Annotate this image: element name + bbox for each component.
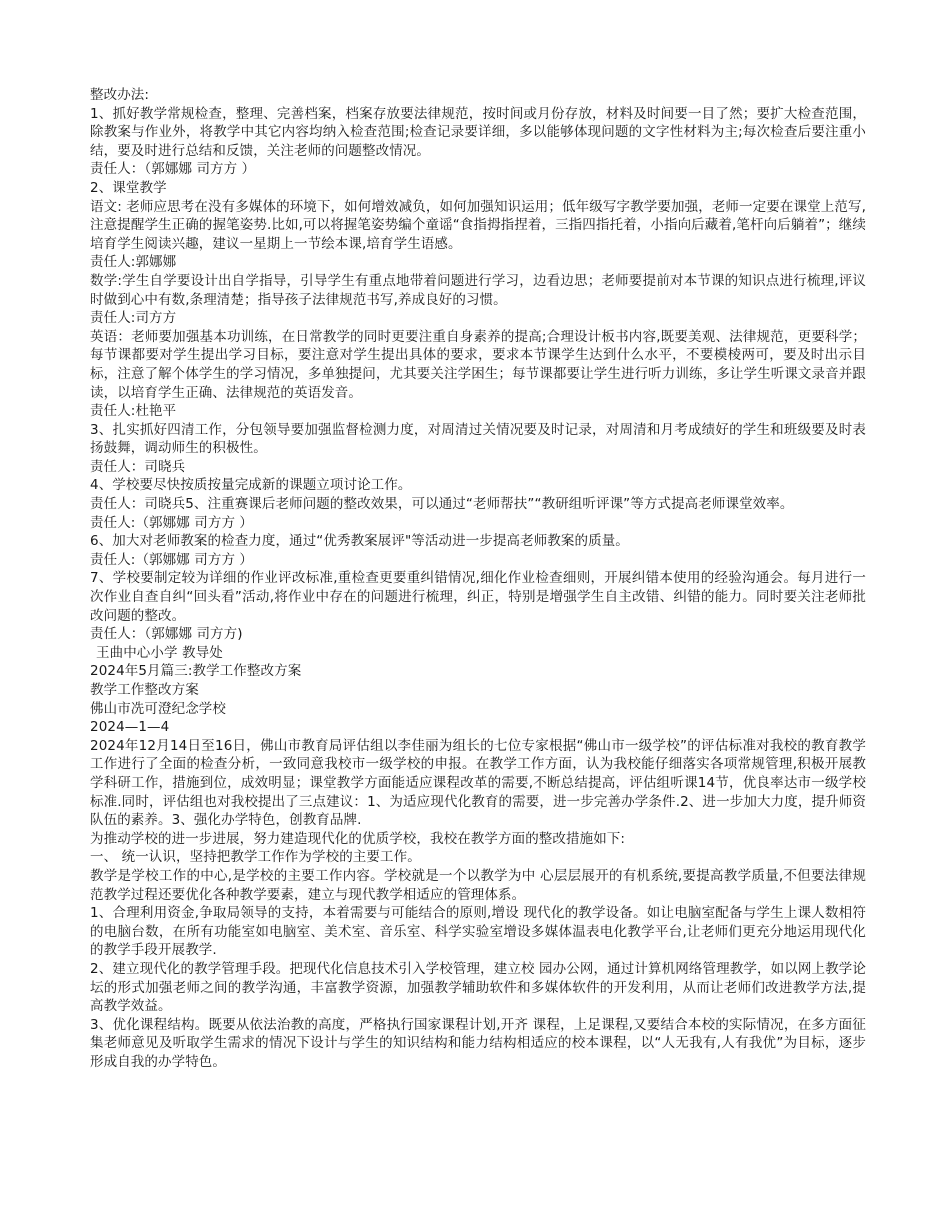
section-heading: 一、 统一认识，坚持把教学工作作为学校的主要工作。	[90, 849, 421, 866]
responsible-person: 责任人:（郭娜娜 司方方 ）	[90, 514, 254, 531]
date-line: 2024年5月篇三:教学工作整改方案	[90, 663, 302, 680]
responsible-person: 责任人:司方方	[90, 310, 177, 327]
responsible-person: 责任人：（郭娜娜 司方方)	[90, 626, 243, 643]
paragraph: 责任人：司晓兵5、注重赛课后老师问题的整改效果，可以通过“老师帮扶”“教研组听评课”等方式提高老师课堂效率。	[90, 496, 794, 513]
signature: 王曲中心小学 教导处	[96, 644, 223, 661]
paragraph: 语文: 老师应思考在没有多媒体的环境下，如何增效减负，如何加强知识运用；低年级写字教学要加强，老师一定要在课堂上范写,注意提醒学生正确的握笔姿势.比如,可以将握笔姿势编个童谣“食指拇指捏着，三指四指托着，小指向后藏着,笔杆向后躺着”；继续培育学生阅读兴趣，建议一星期上一节绘本课,培育学生语感。	[90, 198, 866, 252]
document-date: 2024—1—4	[90, 719, 170, 736]
document-page	[90, 86, 866, 1071]
paragraph: 1、抓好教学常规检查，整理、完善档案，档案存放要法律规范，按时间或月份存放，材料及时间要一目了然；要扩大检查范围，除教案与作业外，将教学中其它内容均纳入检查范围;检查记录要详细，多以能够体现问题的文字性材料为主;每次检查后要注重小结，要及时进行总结和反馈，关注老师的问题整改情况。	[90, 105, 866, 159]
responsible-person: 责任人:杜艳平	[90, 403, 177, 420]
document-title: 教学工作整改方案	[90, 682, 199, 698]
responsible-person: 责任人：司晓兵	[90, 458, 186, 475]
section-heading: 2、课堂教学	[90, 179, 167, 196]
paragraph: 7、学校要制定较为详细的作业评改标准,重检查更要重纠错情况,细化作业检查细则，开展纠错本使用的经验沟通会。每月进行一次作业自查自纠“回头看”活动,将作业中存在的问题进行梳理，纠正，特别是增强学生自主改错、纠错的能力。同时要关注老师批改问题的整改。	[90, 570, 866, 624]
paragraph: 英语：老师要加强基本功训练，在日常教学的同时更要注重自身素养的提高;合理设计板书内容,既要美观、法律规范，更要科学；每节课都要对学生提出学习目标，要注意对学生提出具体的要求，要求本节课学生达到什么水平，不要模棱两可，要及时出示目标，注意了解个体学生的学习情况，多单独提问，尤其要关注学困生；每节课都要让学生进行听力训练，多让学生听课文录音并跟读，以培育学生正确、法律规范的英语发音。	[90, 328, 866, 401]
paragraph: 教学是学校工作的中心,是学校的主要工作内容。学校就是一个以教学为中 心层层展开的有机系统,要提高教学质量,不但要法律规范教学过程还要优化各种教学要素，建立与现代教学相适应的管理体系。	[90, 867, 866, 903]
responsible-person: 责任人:郭娜娜	[90, 254, 177, 271]
paragraph: 2024年12月14日至16日，佛山市教育局评估组以李佳丽为组长的七位专家根据“佛山市一级学校”的评估标准对我校的教育教学工作进行了全面的检查分析，一致同意我校市一级学校的申报。在教学工作方面，认为我校能仔细落实各项常规管理,积极开展教学科研工作，措施到位，成效明显；课堂教学方面能适应课程改革的需要,不断总结提高，评估组听课14节，优良率达市一级学校标准.同时，评估组也对我校提出了三点建议：1、为适应现代化教育的需要，进一步完善办学条件.2、进一步加大力度，提升师资队伍的素养。3、强化办学特色，创教育品牌.	[90, 737, 866, 829]
section-heading: 整改办法:	[90, 87, 150, 103]
paragraph: 3、扎实抓好四清工作，分包领导要加强监督检测力度，对周清过关情况要及时记录，对周清和月考成绩好的学生和班级要及时表扬鼓舞，调动师生的积极性。	[90, 421, 866, 457]
paragraph: 2、建立现代化的教学管理手段。把现代化信息技术引入学校管理，建立校 园办公网，通过计算机网络管理教学，如以网上教学论坛的形式加强老师之间的教学沟通，丰富教学资源，加强教学辅助软件和多媒体软件的开发利用，从而让老师们改进教学方法,提高教学效益。	[90, 960, 866, 1015]
responsible-person: 责任人:（郭娜娜 司方方 ）	[90, 551, 254, 568]
school-name: 佛山市冼可澄纪念学校	[90, 700, 226, 717]
paragraph: 6、加大对老师教案的检查力度，通过“优秀教案展评"等活动进一步提高老师教案的质量。	[90, 533, 629, 550]
paragraph: 为推动学校的进一步进展，努力建造现代化的优质学校，我校在教学方面的整改措施如下:	[90, 830, 626, 847]
responsible-person: 责任人：（郭娜娜 司方方 ）	[90, 161, 256, 178]
paragraph: 1、合理利用资金,争取局领导的支持，本着需要与可能结合的原则,增设 现代化的教学设备。如让电脑室配备与学生上课人数相符的电脑台数，在所有功能室如电脑室、美术室、音乐室、科学实验室增设多媒体温表电化教学平台,让老师们更充分地运用现代化的教学手段开展教学.	[90, 905, 866, 959]
paragraph: 4、学校要尽快按质按量完成新的课题立项讨论工作。	[90, 477, 412, 494]
paragraph: 数学:学生自学要设计出自学指导，引导学生有重点地带着问题进行学习，边看边思；老师要提前对本节课的知识点进行梳理,评议时做到心中有数,条理清楚；指导孩子法律规范书写,养成良好的习惯。	[90, 272, 866, 308]
paragraph: 3、优化课程结构。既要从依法治教的高度，严格执行国家课程计划,开齐 课程，上足课程,又要结合本校的实际情况，在多方面征集老师意见及听取学生需求的情况下设计与学生的知识结构和能力结构相适应的校本课程，以“人无我有,人有我优”为目标，逐步形成自我的办学特色。	[90, 1016, 866, 1070]
